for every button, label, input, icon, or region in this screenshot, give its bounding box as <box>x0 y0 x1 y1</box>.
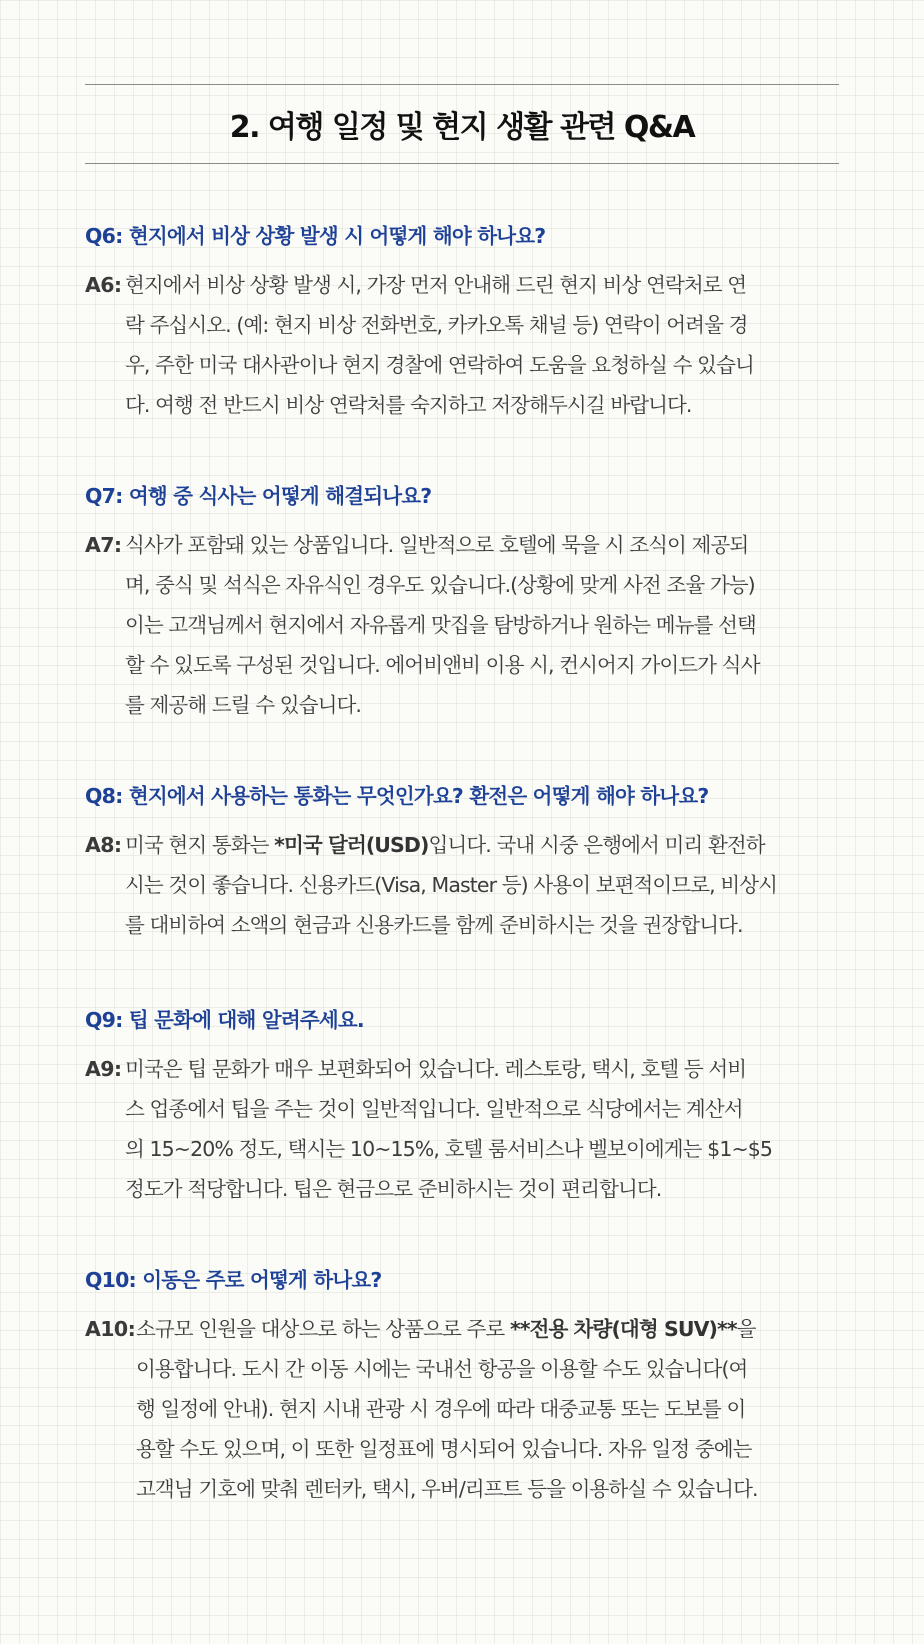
answer-line: 를 대비하여 소액의 현금과 신용카드를 함께 준비하시는 것을 권장합니다. <box>125 913 743 937</box>
answer-line: 현지에서 비상 상황 발생 시, 가장 먼저 안내해 드린 현지 비상 연락처로 연 <box>125 273 747 297</box>
answer-line: 정도가 적당합니다. 팁은 현금으로 준비하시는 것이 편리합니다. <box>125 1177 662 1201</box>
answer-line: 이는 고객님께서 현지에서 자유롭게 맛집을 탐방하거나 원하는 메뉴를 선택 <box>125 613 756 637</box>
answer-text <box>85 265 839 425</box>
question-q9: Q9: 팁 문화에 대해 알려주세요. <box>85 1008 364 1032</box>
answer-line: 우, 주한 미국 대사관이나 현지 경찰에 연락하여 도움을 요청하실 수 있습니 <box>125 353 754 377</box>
answer-text-segment: 을 <box>736 1317 756 1341</box>
answer-line: 다. 여행 전 반드시 비상 연락처를 숙지하고 저장해두시길 바랍니다. <box>125 393 692 417</box>
qa-item-q9 <box>85 1006 839 1209</box>
answer-line: 며, 중식 및 석식은 자유식인 경우도 있습니다.(상황에 맞게 사전 조율 가능) <box>125 573 755 597</box>
answer-a7 <box>85 525 839 725</box>
answer-text <box>85 825 839 945</box>
answer-line: 를 제공해 드릴 수 있습니다. <box>125 693 362 717</box>
qa-item-q7 <box>85 482 839 725</box>
answer-text-segment: 소규모 인원을 대상으로 하는 상품으로 주로 <box>136 1317 510 1341</box>
answer-label: A9: <box>85 1057 122 1081</box>
answer-label: A8: <box>85 833 122 857</box>
highlight-currency: *미국 달러(USD) <box>274 833 429 857</box>
answer-line: 시는 것이 좋습니다. 신용카드(Visa, Master 등) 사용이 보편적이므로, 비상시 <box>125 873 778 897</box>
answer-line: 행 일정에 안내). 현지 시내 관광 시 경우에 따라 대중교통 또는 도보를 이 <box>136 1397 746 1421</box>
question-q7: Q7: 여행 중 식사는 어떻게 해결되나요? <box>85 484 432 508</box>
answer-line: 락 주십시오. (예: 현지 비상 전화번호, 카카오톡 채널 등) 연락이 어려울 경 <box>125 313 748 337</box>
question-q6: Q6: 현지에서 비상 상황 발생 시 어떻게 해야 하나요? <box>85 224 546 248</box>
answer-line: 할 수 있도록 구성된 것입니다. 에어비앤비 이용 시, 컨시어지 가이드가 식사 <box>125 653 760 677</box>
answer-a10 <box>85 1309 839 1509</box>
answer-line: 스 업종에서 팁을 주는 것이 일반적입니다. 일반적으로 식당에서는 계산서 <box>125 1097 743 1121</box>
answer-text <box>85 525 839 725</box>
answer-label: A10: <box>85 1317 136 1341</box>
answer-line: 고객님 기호에 맞춰 렌터카, 택시, 우버/리프트 등을 이용하실 수 있습니다. <box>136 1477 758 1501</box>
answer-text <box>85 1049 839 1209</box>
answer-a9 <box>85 1049 839 1209</box>
answer-text-segment: 입니다. 국내 시중 은행에서 미리 환전하 <box>428 833 765 857</box>
answer-line: 이용합니다. 도시 간 이동 시에는 국내선 항공을 이용할 수도 있습니다(여 <box>136 1357 748 1381</box>
answer-label: A6: <box>85 273 122 297</box>
answer-line: 미국은 팁 문화가 매우 보편화되어 있습니다. 레스토랑, 택시, 호텔 등 서비 <box>125 1057 747 1081</box>
question-q8: Q8: 현지에서 사용하는 통화는 무엇인가요? 환전은 어떻게 해야 하나요? <box>85 784 709 808</box>
highlight-vehicle: **전용 차량(대형 SUV)** <box>509 1317 737 1341</box>
answer-a6 <box>85 265 839 425</box>
answer-line <box>136 1309 839 1349</box>
answer-label: A7: <box>85 533 122 557</box>
page-title: 2. 여행 일정 및 현지 생활 관련 Q&A <box>229 110 695 145</box>
qa-item-q10 <box>85 1266 839 1509</box>
qa-item-q8 <box>85 782 839 945</box>
answer-line: 식사가 포함돼 있는 상품입니다. 일반적으로 호텔에 묵을 시 조식이 제공되 <box>125 533 749 557</box>
answer-line <box>125 825 839 865</box>
qa-item-q6 <box>85 222 839 425</box>
title-bar <box>85 84 839 164</box>
question-q10: Q10: 이동은 주로 어떻게 하나요? <box>85 1268 382 1292</box>
answer-text-segment: 미국 현지 통화는 <box>125 833 275 857</box>
answer-text <box>85 1309 839 1509</box>
answer-a8 <box>85 825 839 945</box>
answer-line: 용할 수도 있으며, 이 또한 일정표에 명시되어 있습니다. 자유 일정 중에는 <box>136 1437 752 1461</box>
answer-line: 의 15~20% 정도, 택시는 10~15%, 호텔 룸서비스나 벨보이에게는 $1~$5 <box>125 1137 773 1161</box>
